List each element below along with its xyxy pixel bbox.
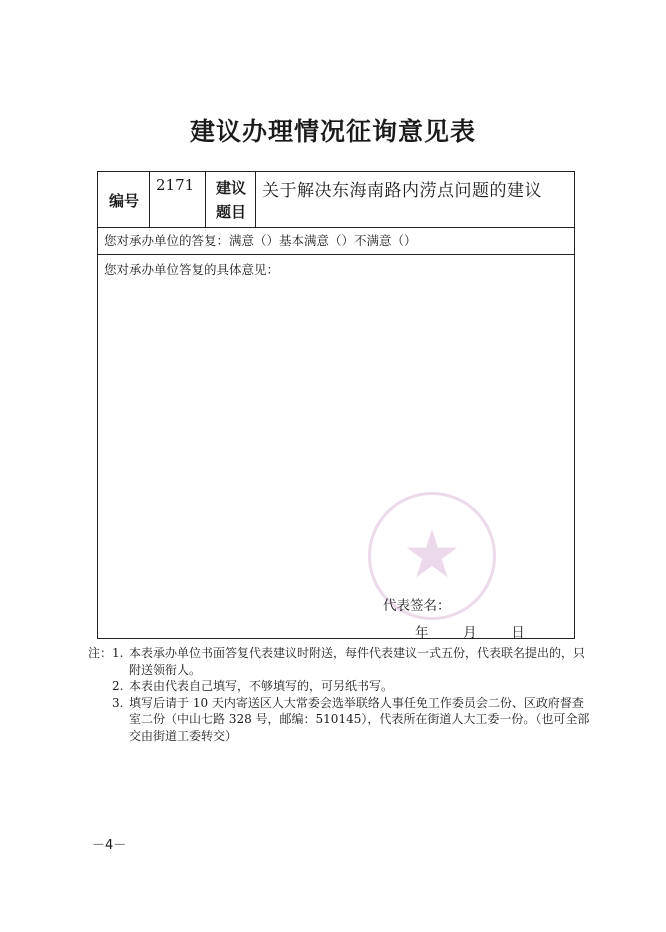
notes-section [88, 645, 590, 744]
suggestion-title-label-line1: 建议 [215, 179, 246, 197]
note-text: 本表承办单位书面答复代表建议时附送，每件代表建议一式五份，代表联名提出的，只附送领衔人。 [129, 646, 586, 677]
notes-prefix: 注： [88, 646, 113, 660]
number-label-cell [98, 172, 150, 227]
signature-label: 代表签名： [383, 598, 451, 614]
number-value-cell [150, 172, 206, 227]
number-value: 2171 [156, 176, 195, 194]
date-line [415, 621, 525, 641]
suggestion-title-value: 关于解决东海南路内涝点问题的建议 [262, 181, 542, 201]
specific-opinion-label: 您对承办单位答复的具体意见： [104, 262, 280, 277]
header-row [98, 172, 574, 228]
suggestion-title-label-line2: 题目 [215, 203, 246, 221]
suggestion-title-value-cell [256, 172, 574, 227]
note-text: 本表由代表自己填写，不够填写的，可另纸书写。 [129, 679, 394, 693]
number-label: 编号 [108, 192, 139, 210]
red-seal-star-icon: ★ [402, 516, 462, 593]
opinion-form-table [97, 171, 575, 639]
page-number: －4－ [92, 838, 127, 853]
note-item-1 [88, 645, 590, 678]
date-day: 日 [511, 625, 525, 641]
note-number: 1. [112, 646, 124, 660]
note-item-2 [88, 678, 590, 695]
note-item-3 [88, 695, 590, 745]
date-year: 年 [415, 625, 429, 641]
satisfaction-row: 您对承办单位的答复：满意（）基本满意（）不满意（） [98, 227, 574, 255]
note-text: 填写后请于 10 天内寄送区人大常委会选举联络人事任免工作委员会二份、区政府督查室二份（中山七路 328 号，邮编：510145），代表所在街道人大工委一份。（也可全部交由街道工委转交） [129, 695, 590, 743]
suggestion-title-label [206, 176, 256, 224]
date-month: 月 [463, 625, 477, 641]
page-title: 建议办理情况征询意见表 [189, 117, 476, 146]
note-number: 2. [112, 679, 124, 693]
suggestion-title-label-cell [206, 172, 256, 227]
note-number: 3. [112, 695, 124, 710]
